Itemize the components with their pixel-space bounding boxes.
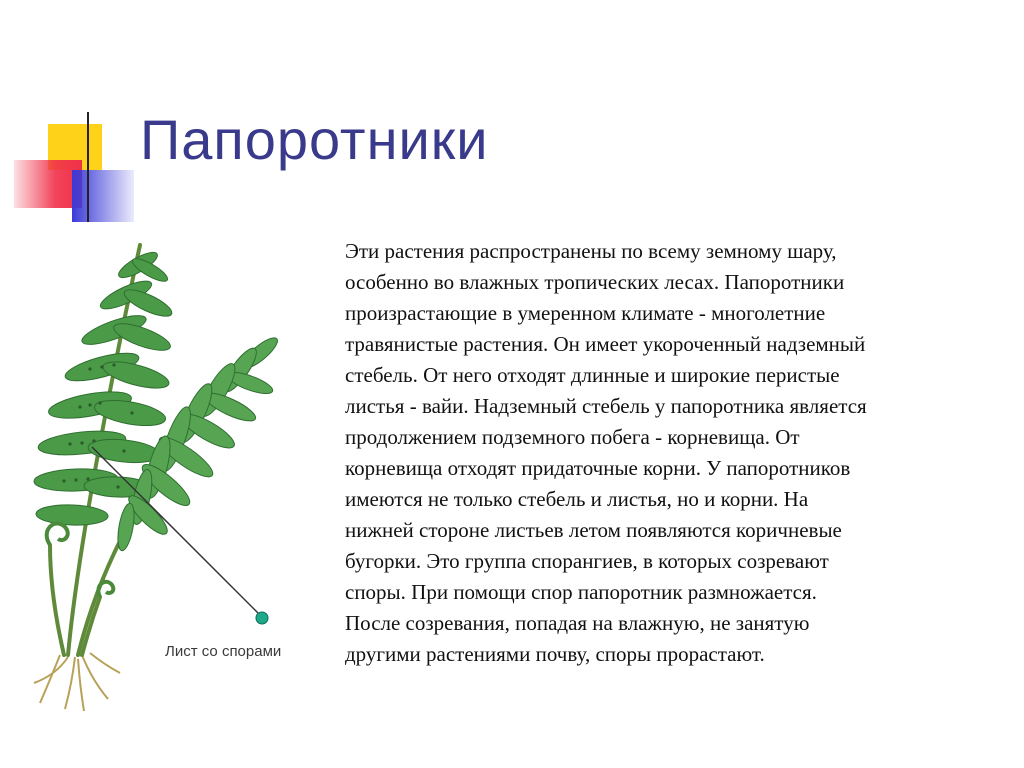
blue-square (72, 170, 134, 222)
text-line: бугорки. Это группа спорангиев, в которых созревают (345, 549, 829, 573)
text-line: нижней стороне листьев летом появляются коричневые (345, 518, 842, 542)
fern-illustration-icon (20, 225, 320, 715)
text-line: особенно во влажных тропических лесах. Папоротники (345, 270, 845, 294)
text-line: другими растениями почву, споры прорастают. (345, 642, 765, 666)
body-text (345, 236, 1005, 670)
text-line: имеются не только стебель и листья, но и корни. На (345, 487, 809, 511)
pointer-bead (256, 612, 268, 624)
text-line: травянистые растения. Он имеет укороченный надземный (345, 332, 866, 356)
text-line: споры. При помощи спор папоротник размножается. (345, 580, 817, 604)
text-line: произрастающие в умеренном климате - многолетние (345, 301, 826, 325)
pointer-line (92, 447, 262, 617)
text-line: После созревания, попадая на влажную, не занятую (345, 611, 810, 635)
text-line: Эти растения распространены по всему земному шару, (345, 239, 837, 263)
page-title: Папоротники (140, 108, 489, 171)
text-line: корневища отходят придаточные корни. У папоротников (345, 456, 851, 480)
text-line: листья - вайи. Надземный стебель у папоротника является (345, 394, 867, 418)
text-line: стебель. От него отходят длинные и широкие перистые (345, 363, 840, 387)
figure-caption: Лист со спорами (165, 643, 282, 660)
text-line: продолжением подземного побега - корневища. От (345, 425, 800, 449)
roots (34, 653, 120, 711)
